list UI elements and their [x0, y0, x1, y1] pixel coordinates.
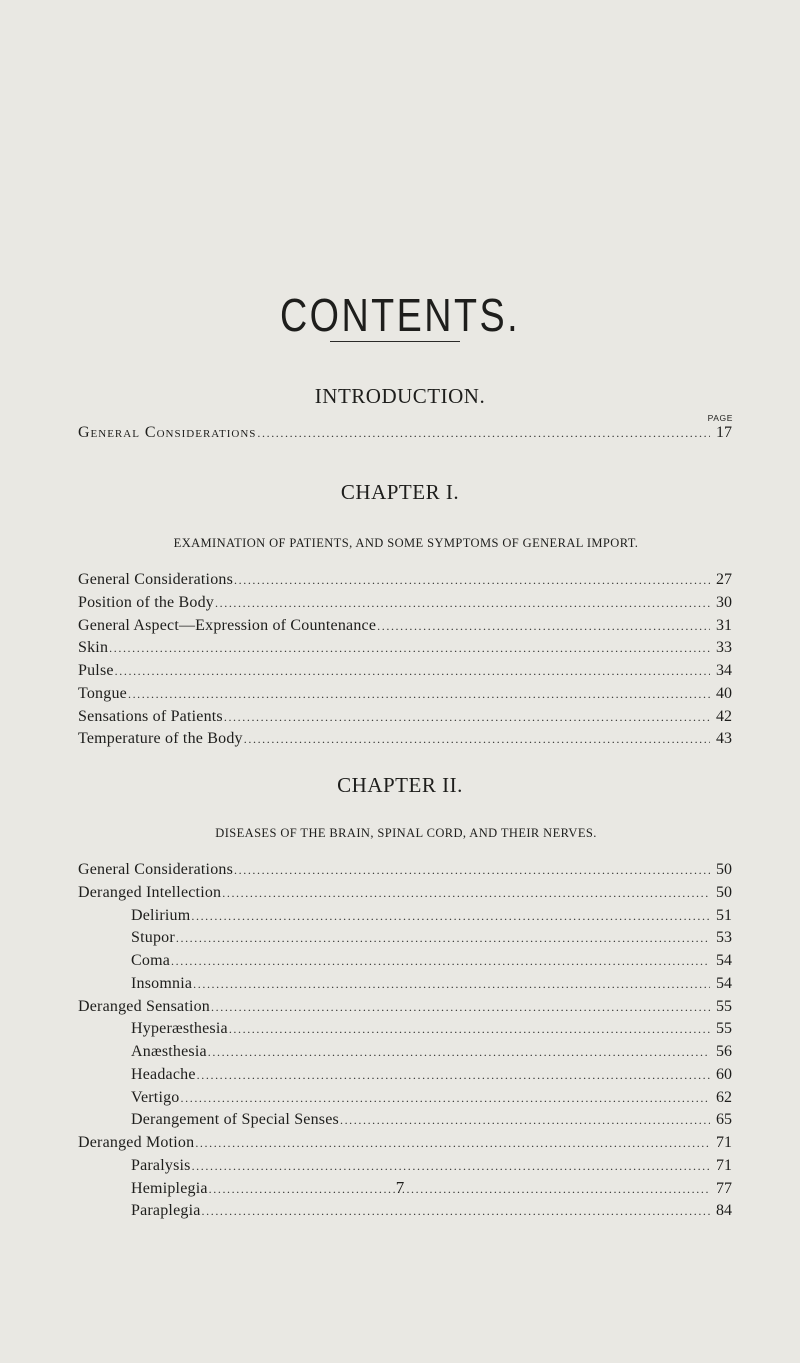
toc-entry-page: 33: [716, 639, 732, 657]
toc-entry-label: Temperature of the Body: [78, 730, 243, 748]
toc-entry: [78, 859, 732, 882]
toc-entry-page: 54: [716, 974, 732, 992]
toc-entry-page: 56: [716, 1043, 732, 1060]
page-number: 7: [395, 1178, 405, 1197]
toc-entry: [78, 706, 732, 729]
toc-entry: [78, 615, 732, 638]
toc-entry: [78, 660, 732, 683]
toc-entry-label: Vertigo: [131, 1088, 180, 1106]
toc-entry: [78, 996, 732, 1019]
toc-entry-page: 65: [716, 1111, 732, 1129]
toc-entry-label: Deranged Motion: [78, 1134, 195, 1151]
chapter-2-heading: CHAPTER II.: [337, 773, 463, 797]
toc-entry-label: Headache: [131, 1065, 196, 1083]
toc-entry-page: 71: [716, 1156, 732, 1174]
toc-entry-page: 55: [716, 997, 732, 1015]
toc-entry: [78, 592, 732, 615]
dot-leader: [377, 615, 710, 638]
toc-entry-page: 27: [716, 571, 732, 588]
toc-entry-page: 54: [716, 952, 732, 969]
toc-entry: [78, 905, 732, 928]
toc-entry-label: Deranged Intellection: [78, 883, 222, 901]
toc-entry-label: Pulse: [78, 662, 114, 679]
toc-entry-label: Delirium: [131, 906, 191, 924]
dot-leader: [193, 973, 710, 996]
toc-entry: [78, 973, 732, 996]
toc-entry: [78, 1087, 732, 1110]
dot-leader: [191, 905, 710, 928]
toc-entry: [78, 1109, 732, 1132]
toc-entry-page: 42: [716, 707, 732, 725]
page-column-label: PAGE: [707, 413, 733, 423]
dot-leader: [128, 683, 710, 706]
toc-entry: [78, 927, 732, 950]
toc-entry: [78, 1018, 732, 1041]
toc-entry: [78, 1155, 732, 1178]
toc-entry-label: General Considerations: [78, 424, 257, 441]
chapter-1-heading: CHAPTER I.: [340, 480, 460, 504]
toc-entry-label: Insomnia: [131, 974, 193, 992]
toc-entry: [78, 1064, 732, 1087]
toc-entry: [78, 728, 732, 751]
dot-leader: [244, 728, 710, 751]
introduction-toc: [78, 422, 732, 445]
toc-entry-page: 17: [716, 424, 732, 441]
dot-leader: [234, 569, 710, 592]
toc-entry-label: Sensations of Patients: [78, 707, 223, 725]
toc-entry-page: 77: [716, 1179, 732, 1197]
toc-entry: [78, 1132, 732, 1155]
dot-leader: [234, 859, 710, 882]
toc-entry: [78, 1041, 732, 1064]
dot-leader: [192, 1155, 710, 1178]
dot-leader: [215, 592, 710, 615]
page-title: CONTENTS.: [279, 289, 521, 341]
toc-entry-page: 51: [716, 906, 732, 924]
title-rule: [330, 341, 460, 342]
toc-entry-label: Derangement of Special Senses: [131, 1111, 339, 1129]
toc-entry-page: 62: [716, 1088, 732, 1106]
toc-entry-label: Deranged Sensation: [78, 997, 211, 1015]
toc-entry: [78, 950, 732, 973]
toc-entry-page: 31: [716, 616, 732, 634]
toc-entry-page: 40: [716, 684, 732, 702]
toc-entry-page: 84: [716, 1202, 732, 1220]
dot-leader: [195, 1132, 710, 1155]
dot-leader: [222, 882, 710, 905]
dot-leader: [197, 1064, 710, 1087]
toc-entry-label: Tongue: [78, 684, 127, 702]
toc-entry-label: General Considerations: [78, 571, 234, 588]
toc-entry: [78, 683, 732, 706]
toc-entry-page: 71: [716, 1134, 732, 1151]
toc-entry: [78, 882, 732, 905]
dot-leader: [229, 1018, 710, 1041]
introduction-heading: INTRODUCTION.: [314, 384, 486, 408]
chapter-1-toc: [78, 569, 732, 751]
toc-entry-label: Skin: [78, 639, 109, 657]
toc-entry-page: 60: [716, 1065, 732, 1083]
toc-entry: [78, 1200, 732, 1223]
toc-entry-label: Paralysis: [131, 1156, 191, 1174]
dot-leader: [257, 422, 710, 445]
dot-leader: [176, 927, 710, 950]
toc-entry-page: 55: [716, 1020, 732, 1038]
toc-entry-page: 53: [716, 929, 732, 947]
toc-entry-label: Paraplegia: [131, 1202, 201, 1220]
chapter-2-toc: [78, 859, 732, 1223]
toc-entry: [78, 569, 732, 592]
toc-entry-label: General Considerations: [78, 861, 234, 878]
toc-entry-page: 30: [716, 593, 732, 611]
toc-entry-label: Hemiplegia: [131, 1179, 208, 1197]
toc-entry-label: Hyperæsthesia: [131, 1020, 228, 1038]
dot-leader: [211, 996, 710, 1019]
toc-entry-label: Coma: [131, 952, 171, 969]
toc-entry-label: General Aspect—Expression of Countenance: [78, 616, 377, 634]
toc-entry-page: 43: [716, 730, 732, 748]
dot-leader: [340, 1109, 710, 1132]
dot-leader: [202, 1200, 710, 1223]
dot-leader: [208, 1041, 710, 1064]
dot-leader: [109, 637, 710, 660]
dot-leader: [181, 1087, 710, 1110]
toc-entry: [78, 422, 732, 445]
toc-entry: [78, 637, 732, 660]
chapter-2-subheading: DISEASES OF THE BRAIN, SPINAL CORD, AND THEIR NERVES.: [215, 826, 597, 840]
toc-entry-label: Stupor: [131, 929, 175, 947]
toc-entry-page: 34: [716, 662, 732, 679]
dot-leader: [115, 660, 710, 683]
toc-entry-page: 50: [716, 861, 732, 878]
toc-entry-label: Position of the Body: [78, 593, 215, 611]
dot-leader: [224, 706, 710, 729]
dot-leader: [171, 950, 710, 973]
toc-entry-page: 50: [716, 883, 732, 901]
toc-entry-label: Anæsthesia: [131, 1043, 207, 1060]
chapter-1-subheading: EXAMINATION OF PATIENTS, AND SOME SYMPTOMS OF GENERAL IMPORT.: [173, 536, 639, 550]
